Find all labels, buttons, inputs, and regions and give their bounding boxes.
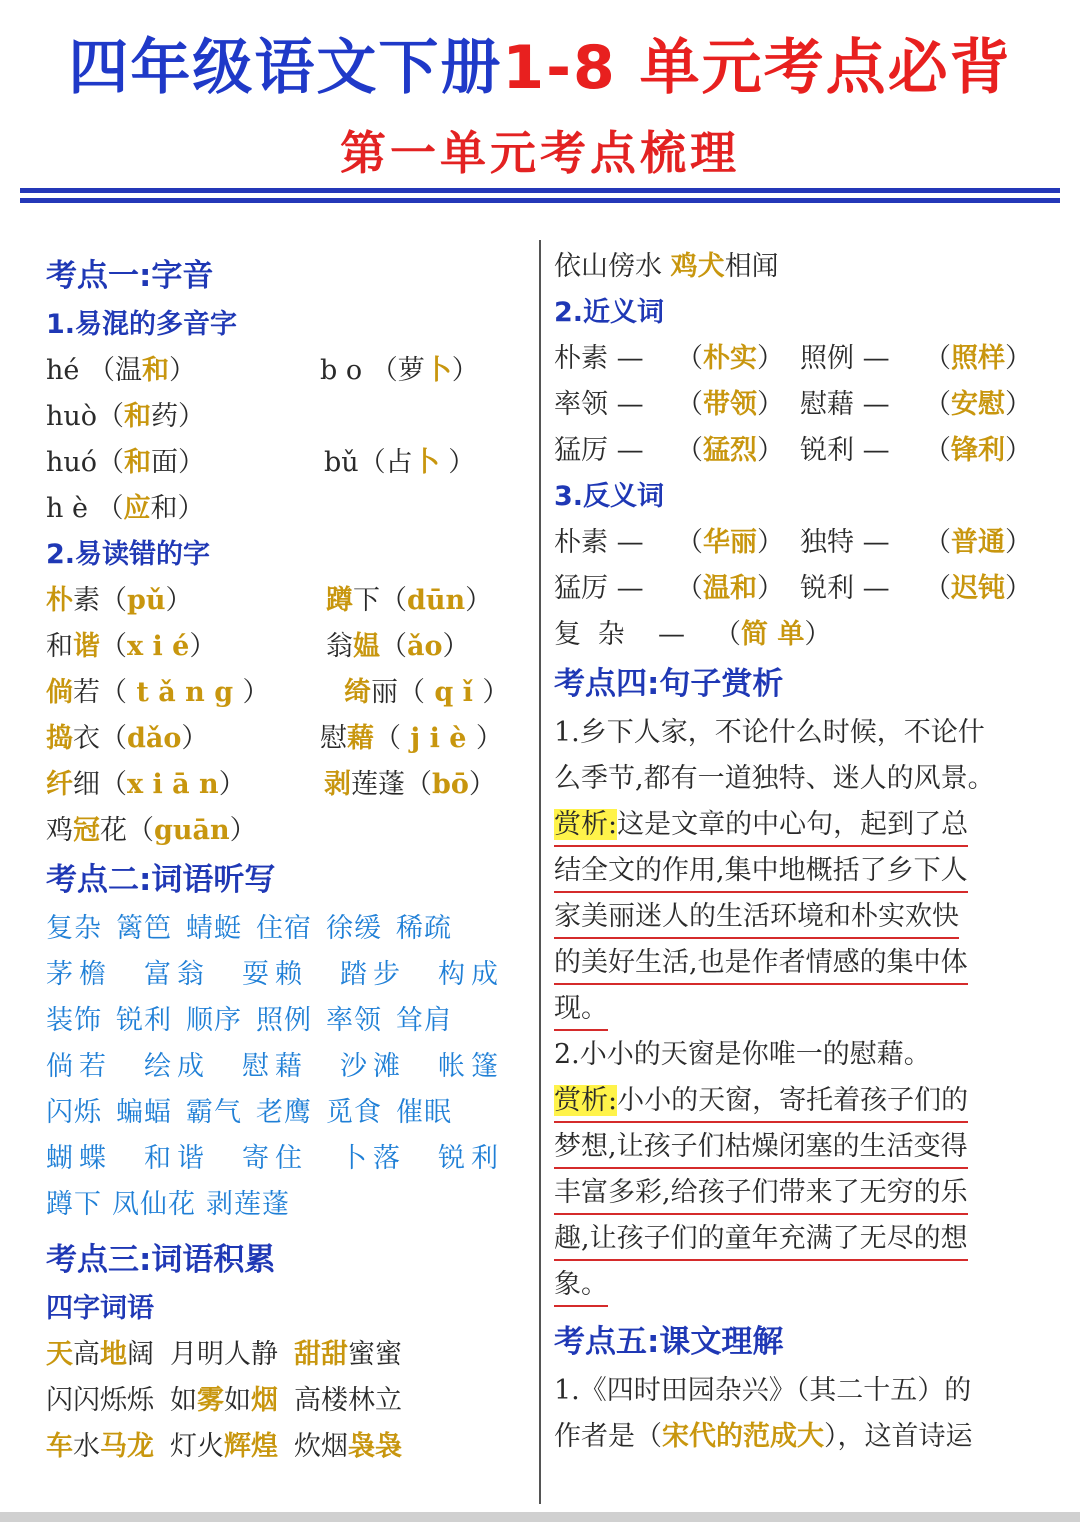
four-char-list (46, 1332, 531, 1470)
vocab-word: 蜻蜓 (186, 913, 242, 944)
unit-subtitle: 第一单元考点梳理 (340, 126, 740, 180)
misread-row: 倘若（ t ǎ n g ） 绮丽（ q ǐ ） (46, 677, 510, 708)
vocab-word: 耸肩 (396, 1005, 452, 1036)
question-line: 作者是（宋代的范成大），这首诗运 (554, 1421, 973, 1452)
vocab-word: 霸气 (186, 1097, 242, 1128)
subsection-misread: 2.易读错的字 (46, 539, 211, 570)
idiom-row (46, 1424, 531, 1470)
polyphonic-row: h è （应和） (46, 493, 205, 524)
analysis-1-line: 家美丽迷人的生活环境和朴实欢快 (554, 894, 1034, 940)
misread-row: 朴素（pǔ） 蹲下（dūn） (46, 585, 493, 616)
idiom: 甜甜蜜蜜 (294, 1339, 402, 1370)
vocab-word: 复杂 (46, 913, 102, 944)
idiom: 天高地阔 (46, 1339, 154, 1370)
vocab-word: 住宿 (256, 913, 312, 944)
text-understanding (554, 1368, 1034, 1460)
vocab-word: 顺序 (186, 1005, 242, 1036)
sentence-1-line: 么季节,都有一道独特、迷人的风景。 (554, 763, 995, 794)
idiom: 高楼林立 (294, 1385, 402, 1416)
idiom: 炊烟袅袅 (294, 1431, 402, 1462)
vocab-word: 和谐 (144, 1143, 210, 1174)
vocab-word: 老鹰 (256, 1097, 312, 1128)
idiom: 月明人静 (170, 1339, 278, 1370)
vocab-word: 耍赖 (242, 959, 308, 990)
vocab-word: 闪烁 (46, 1097, 102, 1128)
section-accumulation: 考点三:词语积累 (46, 1242, 276, 1278)
left-column (46, 250, 531, 1470)
vocab-row (46, 906, 531, 952)
sentence-analysis (554, 710, 1034, 1308)
vocab-word: 稀疏 (396, 913, 452, 944)
section-pronunciation: 考点一:字音 (46, 258, 214, 294)
vocab-word: 倘若 (46, 1051, 112, 1082)
antonym-row: 猛厉 — （温和） 锐利 — （迟钝） (554, 573, 1032, 604)
analysis-2-line: 赏析:小小的天窗，寄托着孩子们的 (554, 1078, 1034, 1124)
question-line: 1.《四时田园杂兴》（其二十五）的 (554, 1375, 972, 1406)
section-sentence-analysis: 考点四:句子赏析 (554, 666, 784, 702)
idiom-row (46, 1332, 531, 1378)
vocab-word: 绘成 (144, 1051, 210, 1082)
misread-row: 捣衣（dǎo） 慰藉（ j i è ） (46, 723, 503, 754)
polyphonic-row: hé （温和） b o （萝卜） (46, 355, 479, 386)
subsection-four-char: 四字词语 (46, 1293, 154, 1324)
main-title-red: 1-8 单元考点必背 (502, 33, 1012, 103)
analysis-2-line: 趣,让孩子们的童年充满了无尽的想 (554, 1216, 1034, 1262)
vocab-word: 篱笆 (116, 913, 172, 944)
analysis-1-line: 结全文的作用,集中地概括了乡下人 (554, 848, 1034, 894)
analysis-1-line: 的美好生活,也是作者情感的集中体 (554, 940, 1034, 986)
vocab-word: 徐缓 (326, 913, 382, 944)
idiom: 车水马龙 (46, 1431, 154, 1462)
header-rule-bottom (20, 198, 1060, 203)
vocab-word: 装饰 (46, 1005, 102, 1036)
polyphonic-list (46, 348, 531, 532)
vocab-word: 踏步 (340, 959, 406, 990)
analysis-tag: 赏析: (554, 1085, 618, 1116)
antonym-row: 复 杂 — （简 单） (554, 619, 832, 650)
synonym-row: 率领 — （带领） 慰藉 — （安慰） (554, 389, 1032, 420)
misread-row: 鸡冠花（guān） (46, 815, 257, 846)
analysis-2-line: 象。 (554, 1262, 1034, 1308)
header-rule-top (20, 188, 1060, 193)
column-divider (539, 240, 541, 1504)
vocab-word: 锐利 (438, 1143, 504, 1174)
bottom-bar (0, 1512, 1080, 1522)
analysis-2-line: 梦想,让孩子们枯燥闭塞的生活变得 (554, 1124, 1034, 1170)
analysis-tag: 赏析: (554, 809, 618, 840)
section-dictation: 考点二:词语听写 (46, 862, 276, 898)
idiom-line: 依山傍水 鸡犬相闻 (554, 251, 779, 282)
idiom: 灯火辉煌 (170, 1431, 278, 1462)
vocab-row (46, 1090, 531, 1136)
vocab-word: 锐利 (116, 1005, 172, 1036)
sentence-2-line: 2.小小的天窗是你唯一的慰藉。 (554, 1039, 931, 1070)
vocab-word: 剥莲蓬 (206, 1189, 290, 1220)
misread-row: 和谐（x i é） 翁媪（ǎo） (46, 631, 470, 662)
right-column (554, 244, 1044, 1460)
vocab-row (46, 1044, 531, 1090)
synonym-list (554, 336, 1044, 474)
vocab-row (46, 952, 531, 998)
vocab-list (46, 906, 531, 1228)
vocab-word: 帐篷 (438, 1051, 504, 1082)
misread-list (46, 578, 531, 854)
main-title (0, 28, 1080, 108)
vocab-row (46, 998, 531, 1044)
idiom: 闪闪烁烁 (46, 1385, 154, 1416)
vocab-word: 寄住 (242, 1143, 308, 1174)
vocab-word: 茅檐 (46, 959, 112, 990)
antonym-list (554, 520, 1044, 612)
misread-row: 纤细（x i ā n） 剥莲蓬（bō） (46, 769, 496, 800)
vocab-word: 慰藉 (242, 1051, 308, 1082)
vocab-word: 蹲下 (46, 1189, 102, 1220)
sentence-1-line: 1.乡下人家，不论什么时候，不论什 (554, 717, 985, 748)
vocab-word: 蝴蝶 (46, 1143, 112, 1174)
vocab-row (46, 1182, 531, 1228)
idiom: 如雾如烟 (170, 1385, 278, 1416)
vocab-word: 沙滩 (340, 1051, 406, 1082)
antonym-row: 朴素 — （华丽） 独特 — （普通） (554, 527, 1032, 558)
vocab-word: 富翁 (144, 959, 210, 990)
vocab-word: 催眠 (396, 1097, 452, 1128)
vocab-word: 卜落 (340, 1143, 406, 1174)
vocab-word: 构成 (438, 959, 504, 990)
vocab-word: 率领 (326, 1005, 382, 1036)
analysis-1-line: 现。 (554, 986, 1034, 1032)
synonym-row: 猛厉 — （猛烈） 锐利 — （锋利） (554, 435, 1032, 466)
analysis-1-line: 赏析:这是文章的中心句，起到了总 (554, 802, 1034, 848)
subsection-synonyms: 2.近义词 (554, 297, 665, 328)
vocab-word: 觅食 (326, 1097, 382, 1128)
polyphonic-row: huò（和药） (46, 401, 206, 432)
synonym-row: 朴素 — （朴实） 照例 — （照样） (554, 343, 1032, 374)
analysis-2-line: 丰富多彩,给孩子们带来了无穷的乐 (554, 1170, 1034, 1216)
idiom-row (46, 1378, 531, 1424)
vocab-word: 蝙蝠 (116, 1097, 172, 1128)
subsection-antonyms: 3.反义词 (554, 481, 665, 512)
main-title-blue: 四年级语文下册 (68, 33, 503, 103)
vocab-word: 凤仙花 (112, 1189, 196, 1220)
subsection-polyphonic: 1.易混的多音字 (46, 309, 238, 340)
section-text-understanding: 考点五:课文理解 (554, 1324, 784, 1360)
vocab-word: 照例 (256, 1005, 312, 1036)
polyphonic-row: huó（和面） bǔ（占卜 ） (46, 447, 476, 478)
vocab-row (46, 1136, 531, 1182)
